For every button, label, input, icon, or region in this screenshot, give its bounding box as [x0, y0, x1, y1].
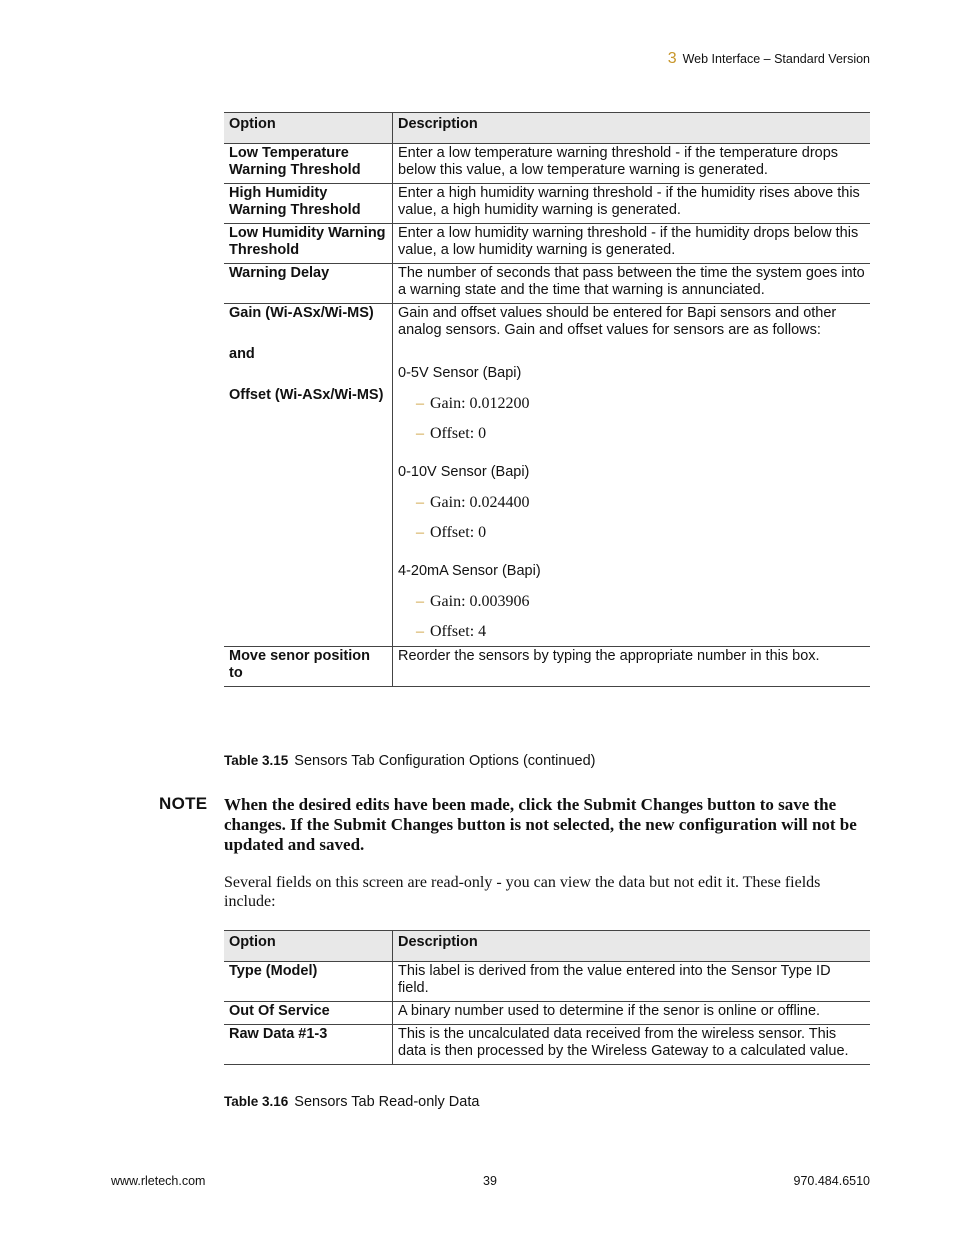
option-cell: Low Temperature Warning Threshold — [224, 144, 393, 184]
chapter-number: 3 — [667, 50, 677, 67]
description-cell: A binary number used to determine if the senor is online or offline. — [393, 1002, 871, 1025]
table-row — [224, 144, 870, 184]
sensor-name: 0-10V Sensor (Bapi) — [398, 464, 530, 480]
caption-label: Table 3.15 — [224, 753, 289, 768]
description-cell: This label is derived from the value entered into the Sensor Type ID field. — [393, 962, 871, 1002]
dash-bullet-icon: – — [416, 524, 424, 541]
description-cell: This is the uncalculated data received from the wireless sensor. This data is then processed by the Wireless Gateway to a calculated value. — [393, 1025, 871, 1065]
and-label: and — [229, 346, 255, 362]
read-only-data-table — [224, 930, 870, 1065]
gain-option-label: Gain (Wi-ASx/Wi-MS) — [229, 305, 374, 321]
table-header-row — [224, 931, 870, 962]
gain-value: Gain: 0.012200 — [430, 395, 530, 412]
table-row — [224, 1002, 870, 1025]
column-header-description: Description — [393, 931, 871, 962]
table-row — [224, 264, 870, 304]
note-label: NOTE — [159, 794, 208, 813]
list-item — [416, 524, 865, 541]
page-header — [668, 50, 870, 68]
sensors-config-table — [224, 112, 870, 687]
sensor-name: 4-20mA Sensor (Bapi) — [398, 563, 541, 579]
body-paragraph: Several fields on this screen are read-only - you can view the data but not edit it. These fields include: — [224, 874, 821, 910]
table-row — [224, 184, 870, 224]
column-header-description: Description — [393, 113, 871, 144]
description-cell: Enter a high humidity warning threshold - if the humidity rises above this value, a high humidity warning is generated. — [393, 184, 871, 224]
footer-page-number: 39 — [483, 1174, 497, 1188]
option-cell: Out Of Service — [224, 1002, 393, 1025]
option-cell: Low Humidity Warning Threshold — [224, 224, 393, 264]
table-row — [224, 962, 870, 1002]
option-cell: Move senor position to — [224, 647, 393, 687]
offset-value: Offset: 0 — [430, 524, 487, 541]
option-cell: High Humidity Warning Threshold — [224, 184, 393, 224]
option-cell: Raw Data #1-3 — [224, 1025, 393, 1065]
dash-bullet-icon: – — [416, 395, 424, 412]
list-item — [416, 494, 865, 511]
description-cell — [393, 304, 871, 647]
dash-bullet-icon: – — [416, 425, 424, 442]
offset-value: Offset: 4 — [430, 623, 487, 640]
option-cell: Type (Model) — [224, 962, 393, 1002]
column-header-option: Option — [224, 931, 393, 962]
description-cell: Enter a low temperature warning threshold - if the temperature drops below this value, a low temperature warning is generated. — [393, 144, 871, 184]
list-item — [416, 623, 865, 640]
gain-value: Gain: 0.003906 — [430, 593, 530, 610]
table-row — [224, 224, 870, 264]
chapter-title: Web Interface – Standard Version — [682, 52, 870, 66]
dash-bullet-icon: – — [416, 593, 424, 610]
table-row-gain-offset — [224, 304, 870, 647]
caption-text: Sensors Tab Read-only Data — [294, 1094, 480, 1110]
table-header-row — [224, 113, 870, 144]
footer-phone: 970.484.6510 — [793, 1174, 870, 1188]
gain-value: Gain: 0.024400 — [430, 494, 530, 511]
note-text: When the desired edits have been made, click the Submit Changes button to save the changes. If the Submit Changes button is not selected, the new configuration will not be updated and saved. — [224, 795, 857, 854]
dash-bullet-icon: – — [416, 623, 424, 640]
dash-bullet-icon: – — [416, 494, 424, 511]
table-caption — [224, 753, 595, 769]
offset-value: Offset: 0 — [430, 425, 487, 442]
description-cell: Enter a low humidity warning threshold - if the humidity drops below this value, a low humidity warning is generated. — [393, 224, 871, 264]
column-header-option: Option — [224, 113, 393, 144]
footer-website: www.rletech.com — [111, 1174, 206, 1188]
table-caption — [224, 1094, 479, 1110]
offset-option-label: Offset (Wi-ASx/Wi-MS) — [229, 387, 384, 403]
caption-text: Sensors Tab Configuration Options (continued) — [294, 753, 596, 769]
option-cell: Warning Delay — [224, 264, 393, 304]
table-row — [224, 647, 870, 687]
sensor-name: 0-5V Sensor (Bapi) — [398, 365, 522, 381]
list-item — [416, 593, 865, 610]
caption-label: Table 3.16 — [224, 1094, 289, 1109]
list-item — [416, 395, 865, 412]
option-cell — [224, 304, 393, 647]
table-row — [224, 1025, 870, 1065]
description-cell: The number of seconds that pass between the time the system goes into a warning state and the time that warning is annunciated. — [393, 264, 871, 304]
description-cell: Reorder the sensors by typing the appropriate number in this box. — [393, 647, 871, 687]
gain-intro: Gain and offset values should be entered for Bapi sensors and other analog sensors. Gain and offset values for sensors are as follows: — [398, 305, 837, 338]
list-item — [416, 425, 865, 442]
